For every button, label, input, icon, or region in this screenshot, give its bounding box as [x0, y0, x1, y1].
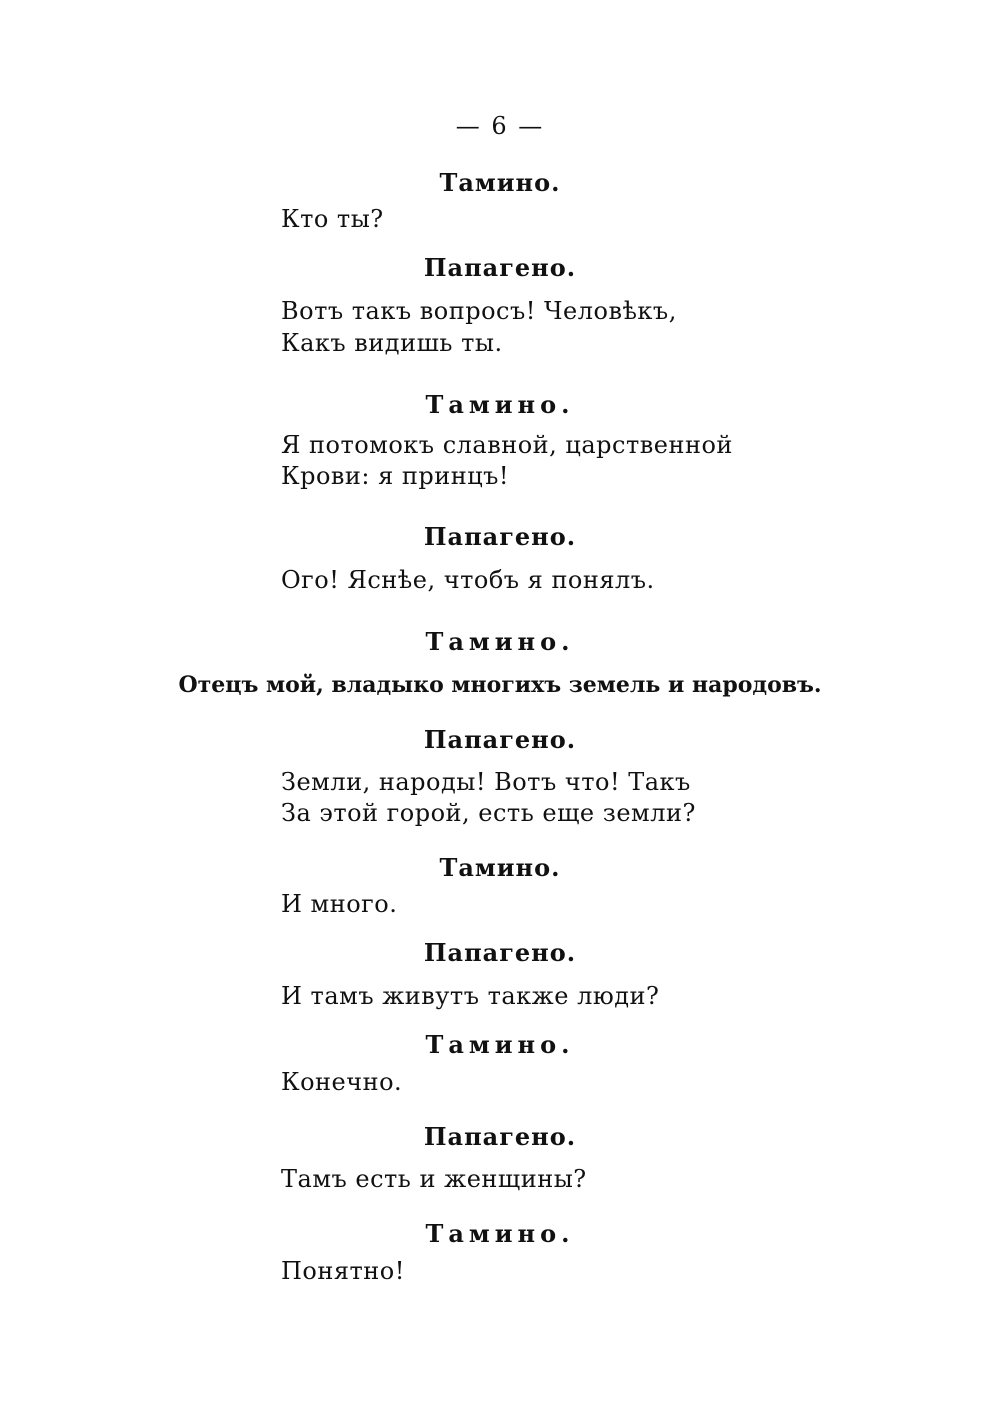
speaker-heading: Тамино. — [425, 1219, 575, 1248]
dialogue-line: Какъ видишь ты. — [281, 329, 503, 357]
dialogue-line: Отецъ мой, владыко многихъ земель и народовъ. — [178, 672, 822, 698]
speaker-heading: Папагено. — [423, 725, 577, 754]
dialogue-line: Ого! Яснѣе, чтобъ я понялъ. — [281, 566, 655, 594]
dialogue-line: Я потомокъ славной, царственной — [281, 431, 733, 459]
speaker-heading: Папагено. — [423, 522, 577, 551]
dialogue-line: Понятно! — [281, 1257, 405, 1285]
speaker-heading: Папагено. — [423, 253, 577, 282]
dialogue-line: Тамъ есть и женщины? — [281, 1165, 587, 1193]
dialogue-line: Крови: я принцъ! — [281, 462, 510, 490]
speaker-heading: Папагено. — [423, 1122, 577, 1151]
page-number: — 6 — — [455, 112, 545, 140]
dialogue-line: Земли, народы! Вотъ что! Такъ — [281, 768, 691, 796]
dialogue-line: Кто ты? — [281, 205, 384, 233]
dialogue-line: Вотъ такъ вопросъ! Человѣкъ, — [281, 297, 677, 325]
dialogue-line: Конечно. — [281, 1068, 403, 1096]
speaker-heading: Тамино. — [425, 390, 575, 419]
speaker-heading: Папагено. — [423, 938, 577, 967]
dialogue-line: И много. — [281, 890, 398, 918]
speaker-heading: Тамино. — [439, 168, 561, 197]
dialogue-line: За этой горой, есть еще земли? — [281, 799, 696, 827]
speaker-heading: Тамино. — [425, 627, 575, 656]
dialogue-line: И тамъ живутъ также люди? — [281, 982, 660, 1010]
speaker-heading: Тамино. — [439, 853, 561, 882]
speaker-heading: Тамино. — [425, 1030, 575, 1059]
